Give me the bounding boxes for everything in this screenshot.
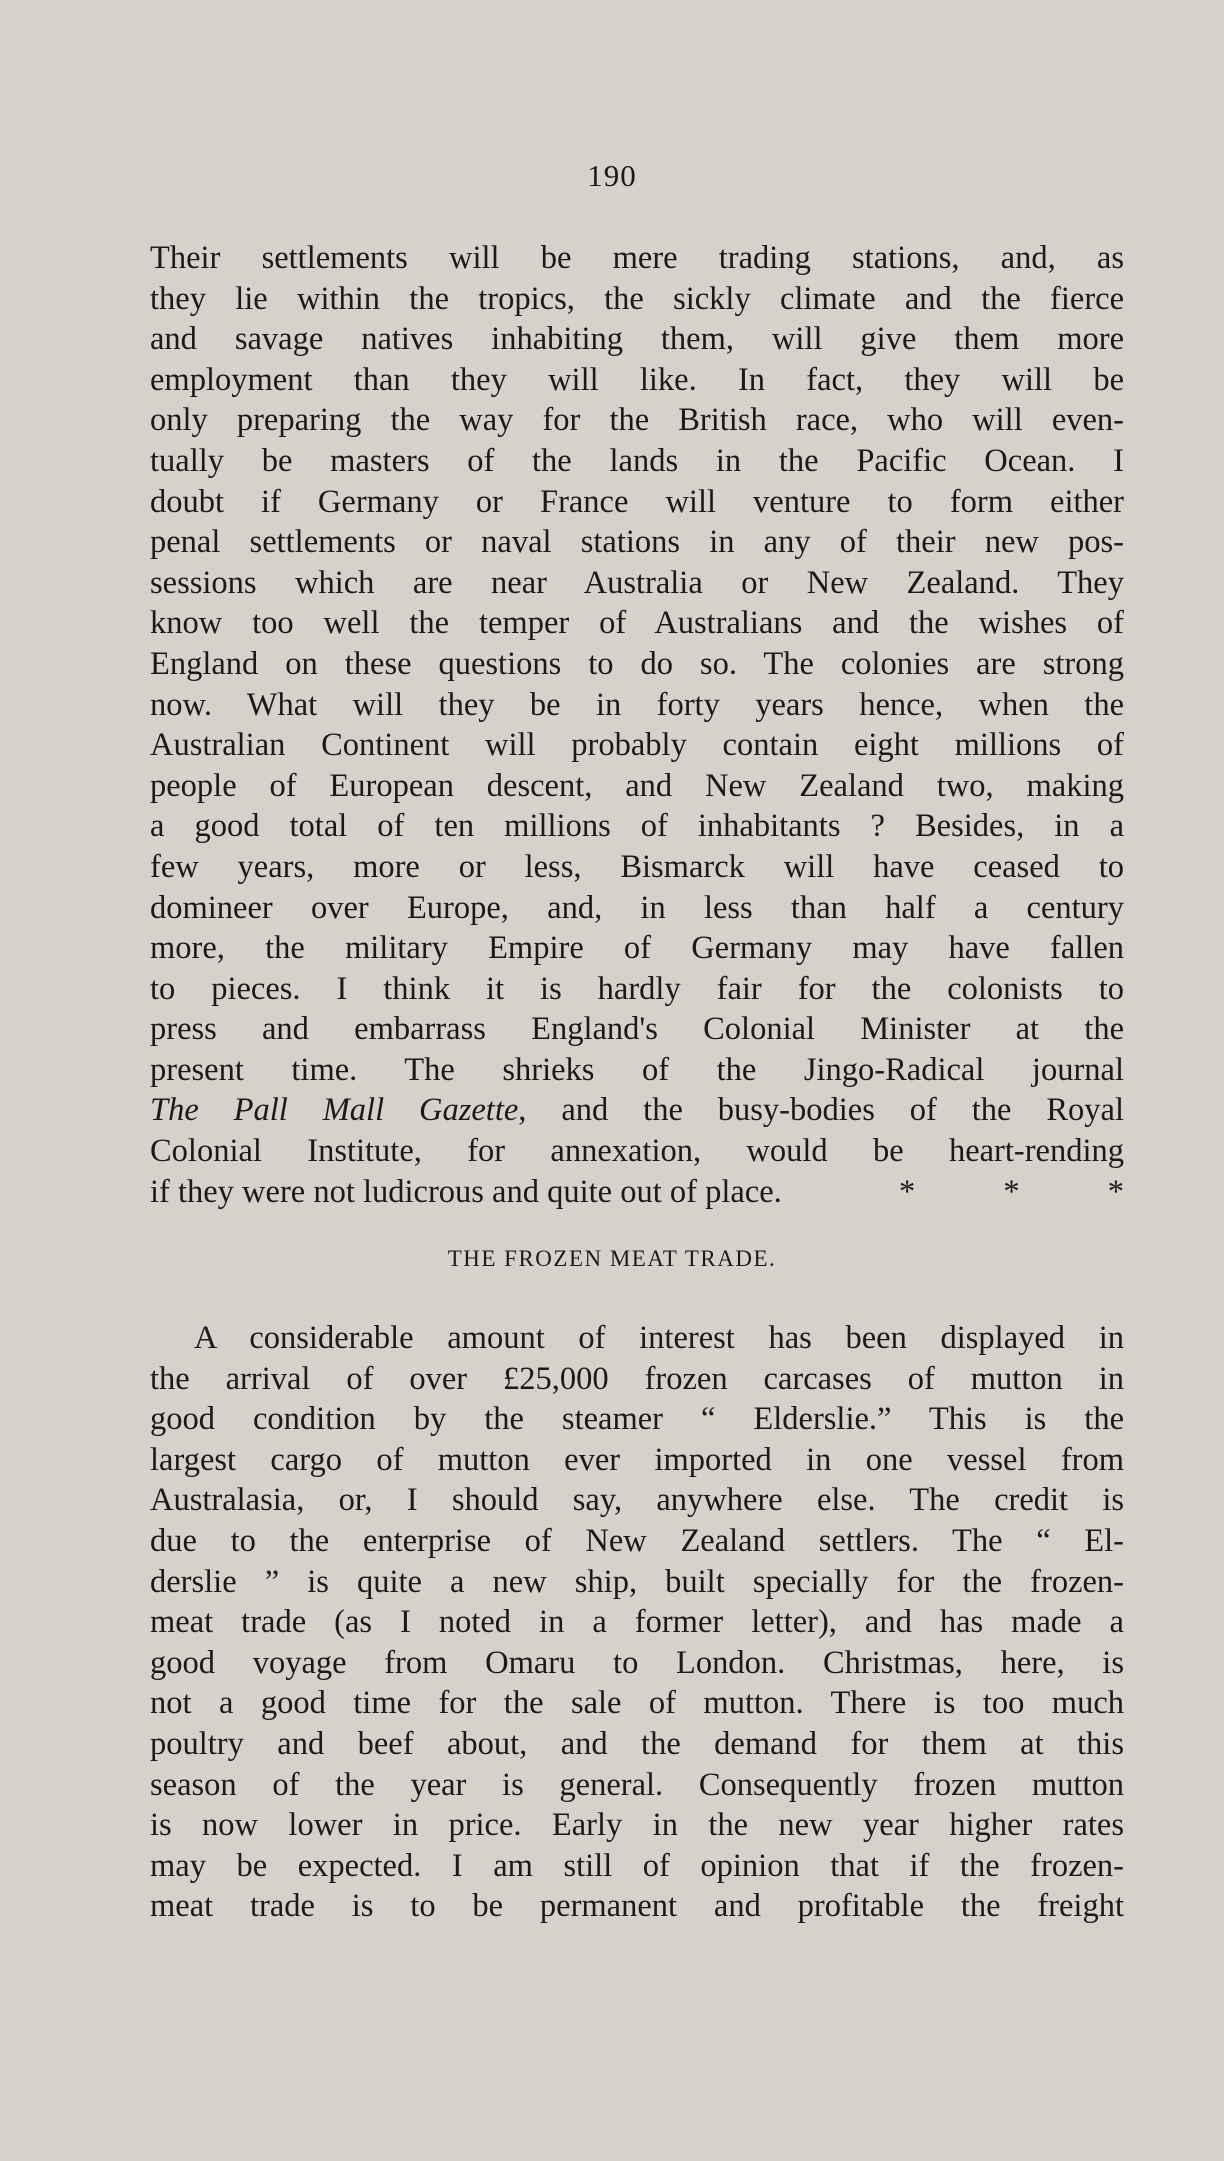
text-line: poultry and beef about, and the demand for them at this	[150, 1725, 1124, 1762]
text-line: due to the enterprise of New Zealand settlers. The “ El-	[150, 1522, 1124, 1559]
text-line: domineer over Europe, and, in less than half a century	[150, 889, 1124, 926]
text-line: Australasia, or, I should say, anywhere else. The credit is	[150, 1482, 1124, 1519]
text-line: present time. The shrieks of the Jingo-Radical journal	[150, 1051, 1124, 1088]
text-fragment: , and the busy-bodies of the Royal	[518, 1092, 1124, 1129]
text-line: to pieces. I think it is hardly fair for the colonists to	[150, 970, 1124, 1007]
text-line: not a good time for the sale of mutton. There is too much	[150, 1685, 1124, 1722]
text-line: meat trade is to be permanent and profitable the freight	[150, 1888, 1124, 1925]
text-line: may be expected. I am still of opinion that if the frozen-	[150, 1847, 1124, 1884]
paragraph-frozen-meat	[150, 1318, 1124, 1927]
text-line: Australian Continent will probably contain eight millions of	[150, 727, 1124, 764]
section-heading: THE FROZEN MEAT TRADE.	[447, 1246, 777, 1271]
publication-title: The Pall Mall Gazette	[150, 1092, 519, 1129]
text-line: the arrival of over £25,000 frozen carcases of mutton in	[150, 1360, 1124, 1397]
text-line: derslie ” is quite a new ship, built specially for the frozen-	[150, 1563, 1124, 1600]
text-line-gazette	[150, 1090, 1124, 1131]
text-line: more, the military Empire of Germany may have fallen	[150, 930, 1124, 967]
text-line: know too well the temper of Australians and the wishes of	[150, 605, 1124, 642]
text-line: now. What will they be in forty years hence, when the	[150, 686, 1124, 723]
section-break-stars: * * *	[899, 1173, 1164, 1210]
text-fragment: if they were not ludicrous and quite out of place.	[150, 1173, 782, 1210]
text-line: doubt if Germany or France will venture to form either	[150, 483, 1124, 520]
text-line: meat trade (as I noted in a former letter), and has made a	[150, 1604, 1124, 1641]
text-line: largest cargo of mutton ever imported in one vessel from	[150, 1441, 1124, 1478]
text-line: penal settlements or naval stations in any of their new pos-	[150, 524, 1124, 561]
paragraph-colonies	[150, 238, 1164, 1212]
page-number: 190	[587, 158, 637, 193]
text-line: press and embarrass England's Colonial Minister at the	[150, 1011, 1124, 1048]
text-line: England on these questions to do so. The colonies are strong	[150, 645, 1124, 682]
text-line: tually be masters of the lands in the Pacific Ocean. I	[150, 442, 1124, 479]
text-line: A considerable amount of interest has been displayed in	[194, 1320, 1124, 1356]
text-line: Their settlements will be mere trading stations, and, as	[150, 240, 1124, 276]
text-line: they lie within the tropics, the sickly climate and the fierce	[150, 280, 1124, 317]
text-line: Colonial Institute, for annexation, would be heart-rending	[150, 1133, 1124, 1170]
text-line: only preparing the way for the British race, who will even-	[150, 402, 1124, 439]
text-line: a good total of ten millions of inhabitants ? Besides, in a	[150, 808, 1124, 845]
text-line: few years, more or less, Bismarck will have ceased to	[150, 848, 1124, 885]
text-line: sessions which are near Australia or New Zealand. They	[150, 564, 1124, 601]
text-line: season of the year is general. Consequently frozen mutton	[150, 1766, 1124, 1803]
text-line: is now lower in price. Early in the new year higher rates	[150, 1807, 1124, 1844]
text-line: employment than they will like. In fact, they will be	[150, 361, 1124, 398]
text-line: good voyage from Omaru to London. Christmas, here, is	[150, 1644, 1124, 1681]
text-line: people of European descent, and New Zealand two, making	[150, 767, 1124, 804]
text-line-final	[150, 1172, 1164, 1213]
text-line: and savage natives inhabiting them, will give them more	[150, 321, 1124, 358]
text-line: good condition by the steamer “ Elderslie.” This is the	[150, 1401, 1124, 1438]
